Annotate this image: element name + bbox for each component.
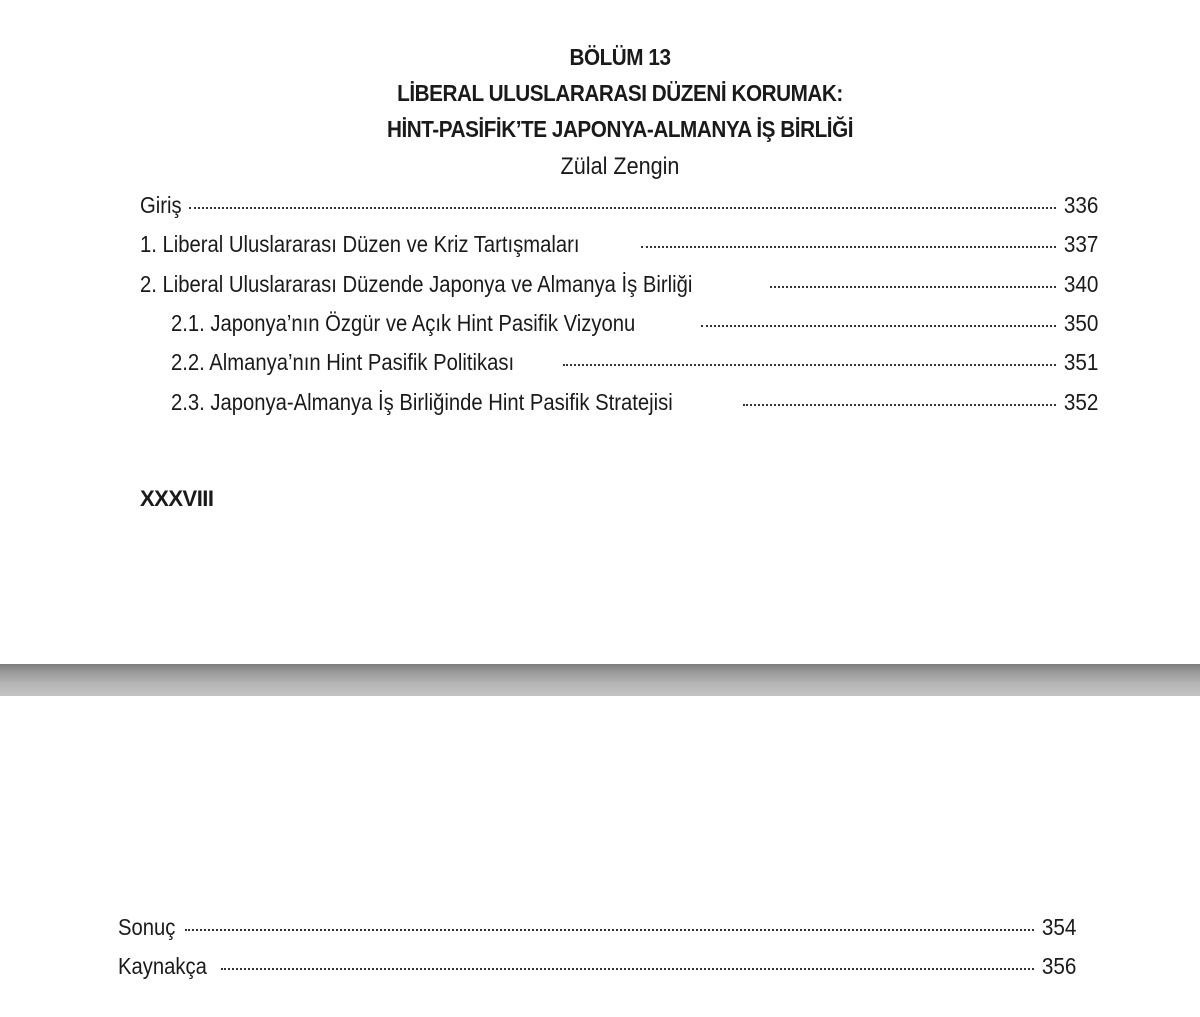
toc-entry-page: 337 xyxy=(1063,231,1098,257)
toc-entry-intro xyxy=(140,192,1098,222)
toc-entry-page: 351 xyxy=(1063,349,1098,375)
toc-entry-section-2-1 xyxy=(171,310,1098,340)
chapter-title-line-1: LİBERAL ULUSLARARASI DÜZENİ KORUMAK: xyxy=(397,80,843,106)
toc-entry-label: Kaynakça xyxy=(118,953,207,979)
toc-entry-page: 356 xyxy=(1041,953,1076,979)
toc-entry-label: 2.3. Japonya-Almanya İş Birliğinde Hint Pasifik Stratejisi xyxy=(171,389,673,415)
page-gap-divider xyxy=(0,664,1200,696)
toc-entry-label: 2. Liberal Uluslararası Düzende Japonya ve Almanya İş Birliği xyxy=(140,271,693,297)
toc-leader-dots xyxy=(563,364,1056,366)
toc-entry-section-2 xyxy=(140,271,1098,301)
toc-entry-label: Sonuç xyxy=(118,914,176,940)
toc-leader-dots xyxy=(185,929,1033,931)
toc-entry-page: 340 xyxy=(1063,271,1098,297)
toc-entry-page: 354 xyxy=(1041,914,1076,940)
toc-leader-dots xyxy=(770,286,1056,288)
toc-entry-section-2-3 xyxy=(171,389,1098,419)
toc-leader-dots xyxy=(641,246,1055,248)
toc-leader-dots xyxy=(189,207,1055,209)
chapter-author: Zülal Zengin xyxy=(560,153,680,180)
toc-entry-page: 350 xyxy=(1063,310,1098,336)
toc-entry-section-1 xyxy=(140,231,1098,261)
toc-entry-label: 2.1. Japonya’nın Özgür ve Açık Hint Pasifik Vizyonu xyxy=(171,310,636,336)
toc-entry-bibliography xyxy=(118,953,1076,983)
toc-leader-dots xyxy=(221,968,1034,970)
toc-entry-section-2-2 xyxy=(171,349,1098,379)
toc-entry-page: 336 xyxy=(1063,192,1098,218)
page-number: XXXVIII xyxy=(140,486,214,511)
toc-entry-label: Giriş xyxy=(140,192,182,218)
toc-entry-conclusion xyxy=(118,914,1076,944)
toc-entry-label: 1. Liberal Uluslararası Düzen ve Kriz Tartışmaları xyxy=(140,231,580,257)
page-bottom xyxy=(0,696,1200,1017)
chapter-title-line-2: HİNT-PASİFİK’TE JAPONYA-ALMANYA İŞ BİRLİĞİ xyxy=(386,116,854,142)
toc-entry-label: 2.2. Almanya’nın Hint Pasifik Politikası xyxy=(171,349,515,375)
toc-entry-page: 352 xyxy=(1063,389,1098,415)
toc-leader-dots xyxy=(701,325,1056,327)
toc-leader-dots xyxy=(743,404,1055,406)
chapter-label: BÖLÜM 13 xyxy=(569,44,671,70)
